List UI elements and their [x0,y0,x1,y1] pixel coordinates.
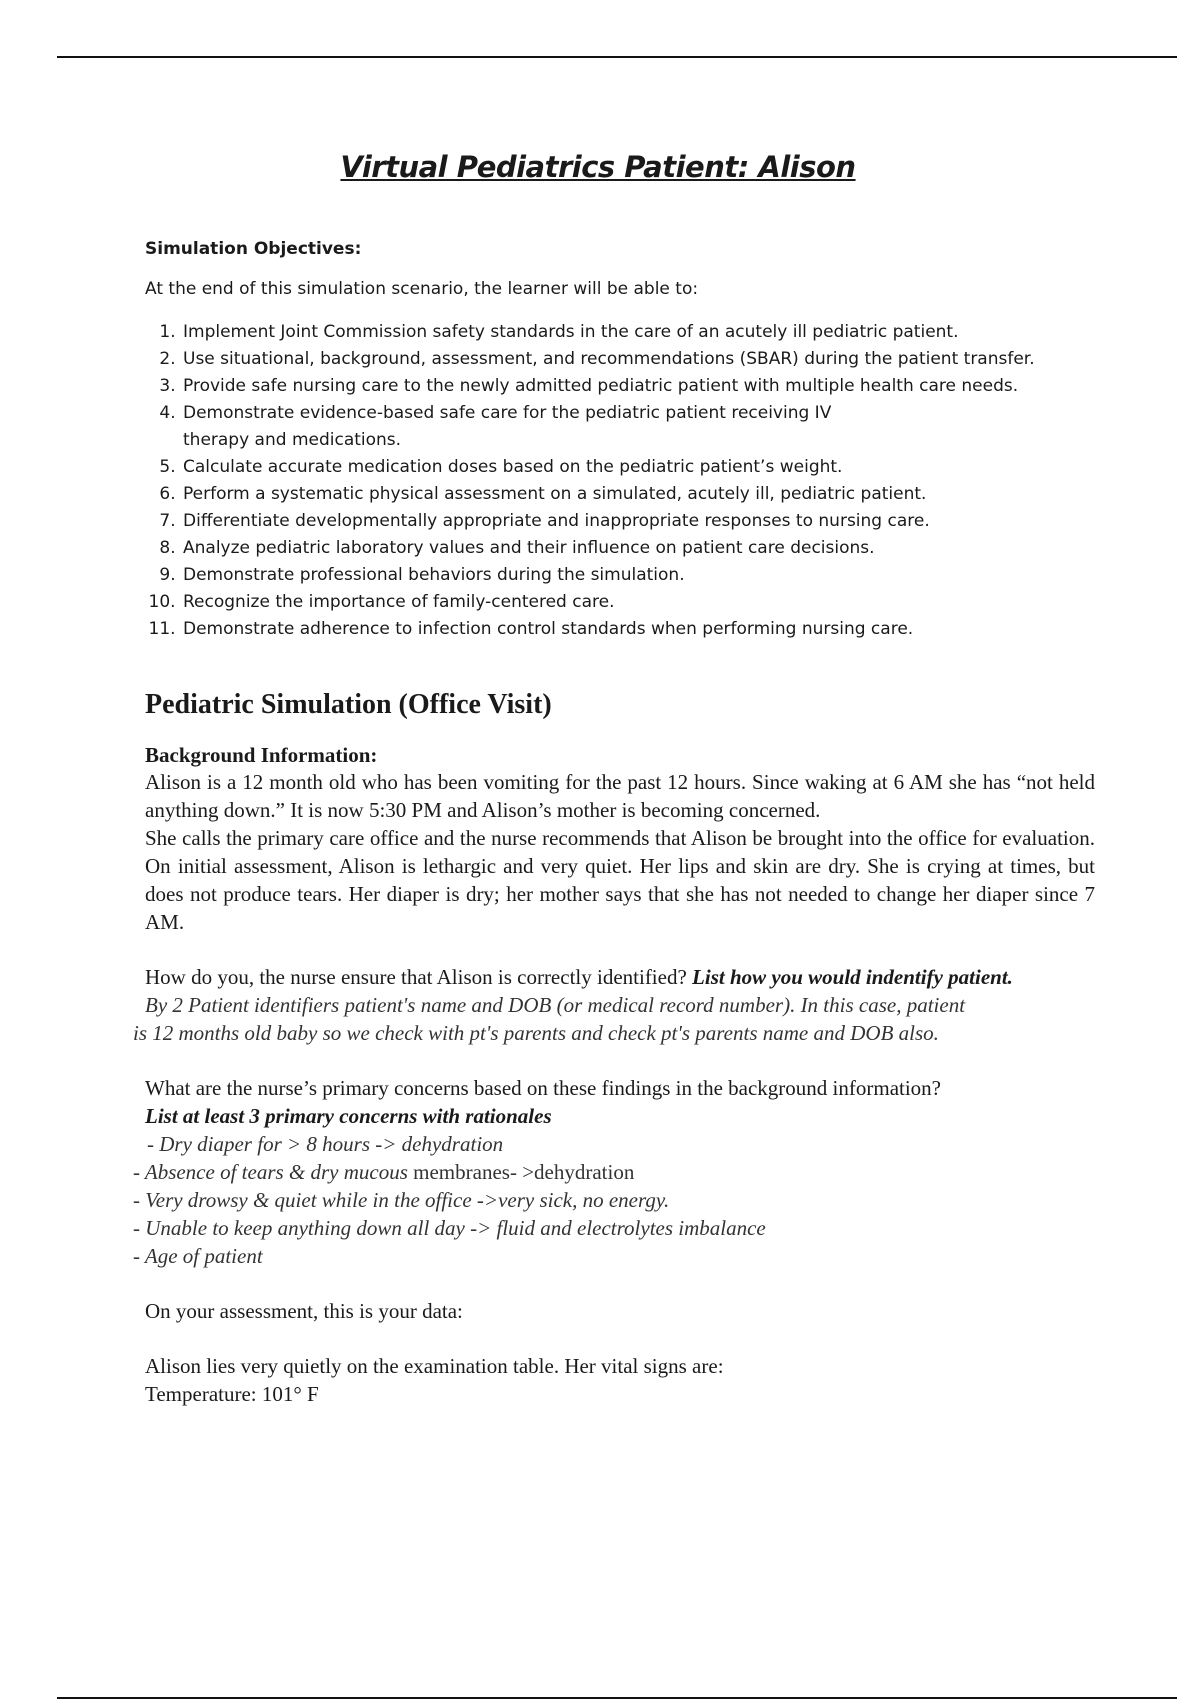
objective-item: 6. Perform a systematic physical assessment on a simulated, acutely ill, pediatric patient. [181,481,1095,508]
objective-item: 4. Demonstrate evidence-based safe care for the pediatric patient receiving IV therapy and medications. [181,400,883,454]
objective-item: 8. Analyze pediatric laboratory values and their influence on patient care decisions. [181,535,1095,562]
objectives-list [145,319,1095,643]
question-instruction: List how you would indentify patient. [692,965,1013,989]
question-text: How do you, the nurse ensure that Alison is correctly identified? [145,965,687,989]
assessment-intro: On your assessment, this is your data: [145,1299,463,1323]
objective-item: 10. Recognize the importance of family-centered care. [181,589,1095,616]
objective-item: 9. Demonstrate professional behaviors during the simulation. [181,562,1095,589]
concern-item: - Dry diaper for > 8 hours -> dehydration [147,1132,504,1156]
document-page [133,150,1095,1408]
footer-rule [57,1697,1177,1699]
objective-item: 2. Use situational, background, assessment, and recommendations (SBAR) during the patient transfer. [181,346,1095,373]
background-paragraph-2: She calls the primary care office and the nurse recommends that Alison be brought into the office for evaluation. On initial assessment, Alison is lethargic and very quiet. Her lips and skin are dry. She is crying at times, but does not produce tears. Her diaper is dry; her mother says that she has not needed to change her diaper since 7 AM. [145,826,1095,934]
objective-item: 11. Demonstrate adherence to infection control standards when performing nursing care. [181,616,1095,643]
concern-item: - Unable to keep anything down all day -> fluid and electrolytes imbalance [133,1216,766,1240]
objective-item: 5. Calculate accurate medication doses based on the pediatric patient’s weight. [181,454,1095,481]
document-title: Virtual Pediatrics Patient: Alison [340,150,856,184]
temperature-reading: Temperature: 101° F [145,1382,319,1406]
background-heading: Background Information: [145,743,378,767]
objective-item: 1. Implement Joint Commission safety standards in the care of an acutely ill pediatric patient. [181,319,1095,346]
objective-item: 3. Provide safe nursing care to the newly admitted pediatric patient with multiple health care needs. [181,373,1095,400]
concern-item: - Very drowsy & quiet while in the office ->very sick, no energy. [133,1188,670,1212]
concern-item: - Age of patient [133,1244,263,1268]
answer-line: is 12 months old baby so we check with pt's parents and check pt's parents name and DOB also. [133,1021,939,1045]
question-concerns: What are the nurse’s primary concerns based on these findings in the background information? [145,1076,942,1100]
section-title: Pediatric Simulation (Office Visit) [145,689,552,720]
concern-item: - Absence of tears & dry mucous membranes- >dehydration [133,1160,635,1184]
background-paragraph-1: Alison is a 12 month old who has been vomiting for the past 12 hours. Since waking at 6 AM she has “not held anything down.” It is now 5:30 PM and Alison’s mother is becoming concerned. [145,770,1095,822]
question-instruction: List at least 3 primary concerns with rationales [145,1104,552,1128]
objective-item: 7. Differentiate developmentally appropriate and inappropriate responses to nursing care. [181,508,1095,535]
objectives-intro: At the end of this simulation scenario, the learner will be able to: [145,279,699,299]
header-rule [57,56,1177,58]
question-identification [145,963,1095,991]
answer-line: By 2 Patient identifiers patient's name and DOB (or medical record number). In this case, patient [145,993,966,1017]
vitals-intro: Alison lies very quietly on the examination table. Her vital signs are: [145,1354,724,1378]
objectives-heading: Simulation Objectives: [145,239,362,259]
